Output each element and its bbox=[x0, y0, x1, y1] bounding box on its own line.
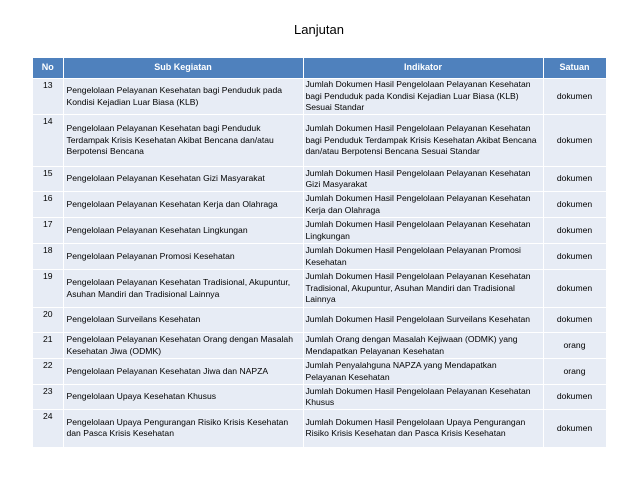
table-row bbox=[33, 167, 606, 192]
cell-indikator: Jumlah Orang dengan Masalah Kejiwaan (ODMK) yang Mendapatkan Pelayanan Kesehatan bbox=[303, 333, 543, 359]
cell-satuan: dokumen bbox=[543, 218, 606, 244]
cell-indikator: Jumlah Dokumen Hasil Pengelolaan Pelayanan Kesehatan Tradisional, Akupuntur, Asuhan Mandiri dan Tradisional Lainnya bbox=[303, 270, 543, 308]
column-header-sub-kegiatan: Sub Kegiatan bbox=[63, 58, 303, 79]
kegiatan-table bbox=[33, 58, 607, 447]
cell-satuan: dokumen bbox=[543, 167, 606, 192]
table-row bbox=[33, 410, 606, 447]
cell-no: 15 bbox=[33, 167, 63, 192]
cell-sub-kegiatan: Pengelolaan Pelayanan Kesehatan Orang dengan Masalah Kesehatan Jiwa (ODMK) bbox=[63, 333, 303, 359]
cell-no: 24 bbox=[33, 410, 63, 447]
cell-sub-kegiatan: Pengelolaan Surveilans Kesehatan bbox=[63, 308, 303, 333]
cell-sub-kegiatan: Pengelolaan Pelayanan Kesehatan bagi Penduduk Terdampak Krisis Kesehatan Akibat Bencana dan/atau Berpotensi Bencana bbox=[63, 115, 303, 167]
cell-sub-kegiatan: Pengelolaan Pelayanan Kesehatan Jiwa dan NAPZA bbox=[63, 359, 303, 385]
cell-satuan: dokumen bbox=[543, 410, 606, 447]
cell-no: 23 bbox=[33, 385, 63, 410]
cell-indikator: Jumlah Dokumen Hasil Pengelolaan Upaya Pengurangan Risiko Krisis Kesehatan dan Pasca Krisis Kesehatan bbox=[303, 410, 543, 447]
table-header-row bbox=[33, 58, 606, 79]
cell-no: 21 bbox=[33, 333, 63, 359]
cell-no: 17 bbox=[33, 218, 63, 244]
cell-satuan: dokumen bbox=[543, 79, 606, 115]
cell-sub-kegiatan: Pengelolaan Pelayanan Promosi Kesehatan bbox=[63, 244, 303, 270]
table-row bbox=[33, 385, 606, 410]
table-row bbox=[33, 308, 606, 333]
cell-sub-kegiatan: Pengelolaan Pelayanan Kesehatan Tradisional, Akupuntur, Asuhan Mandiri dan Tradisional Lainnya bbox=[63, 270, 303, 308]
cell-satuan: dokumen bbox=[543, 308, 606, 333]
cell-indikator: Jumlah Penyalahguna NAPZA yang Mendapatkan Pelayanan Kesehatan bbox=[303, 359, 543, 385]
cell-sub-kegiatan: Pengelolaan Upaya Pengurangan Risiko Krisis Kesehatan dan Pasca Krisis Kesehatan bbox=[63, 410, 303, 447]
cell-indikator: Jumlah Dokumen Hasil Pengelolaan Pelayanan Kesehatan Khusus bbox=[303, 385, 543, 410]
cell-sub-kegiatan: Pengelolaan Upaya Kesehatan Khusus bbox=[63, 385, 303, 410]
cell-satuan: dokumen bbox=[543, 385, 606, 410]
table-row bbox=[33, 333, 606, 359]
cell-indikator: Jumlah Dokumen Hasil Pengelolaan Pelayanan Kesehatan Lingkungan bbox=[303, 218, 543, 244]
table-row bbox=[33, 218, 606, 244]
cell-no: 20 bbox=[33, 308, 63, 333]
table-row bbox=[33, 244, 606, 270]
cell-sub-kegiatan: Pengelolaan Pelayanan Kesehatan Lingkungan bbox=[63, 218, 303, 244]
table-row bbox=[33, 359, 606, 385]
cell-sub-kegiatan: Pengelolaan Pelayanan Kesehatan Kerja dan Olahraga bbox=[63, 192, 303, 218]
cell-indikator: Jumlah Dokumen Hasil Pengelolaan Pelayanan Kesehatan bagi Penduduk pada Kondisi Kejadian Luar Biasa (KLB) Sesuai Standar bbox=[303, 79, 543, 115]
cell-sub-kegiatan: Pengelolaan Pelayanan Kesehatan bagi Penduduk pada Kondisi Kejadian Luar Biasa (KLB) bbox=[63, 79, 303, 115]
cell-indikator: Jumlah Dokumen Hasil Pengelolaan Pelayanan Kesehatan Gizi Masyarakat bbox=[303, 167, 543, 192]
table-row bbox=[33, 192, 606, 218]
cell-sub-kegiatan: Pengelolaan Pelayanan Kesehatan Gizi Masyarakat bbox=[63, 167, 303, 192]
cell-indikator: Jumlah Dokumen Hasil Pengelolaan Pelayanan Kesehatan bagi Penduduk Terdampak Krisis Kesehatan Akibat Bencana dan/atau Berpotensi Bencana Sesuai Standar bbox=[303, 115, 543, 167]
table-row bbox=[33, 79, 606, 115]
cell-no: 13 bbox=[33, 79, 63, 115]
cell-satuan: dokumen bbox=[543, 192, 606, 218]
column-header-indikator: Indikator bbox=[303, 58, 543, 79]
cell-no: 19 bbox=[33, 270, 63, 308]
table-row bbox=[33, 115, 606, 167]
cell-no: 16 bbox=[33, 192, 63, 218]
table-row bbox=[33, 270, 606, 308]
cell-no: 22 bbox=[33, 359, 63, 385]
cell-indikator: Jumlah Dokumen Hasil Pengelolaan Surveilans Kesehatan bbox=[303, 308, 543, 333]
cell-indikator: Jumlah Dokumen Hasil Pengelolaan Pelayanan Promosi Kesehatan bbox=[303, 244, 543, 270]
column-header-satuan: Satuan bbox=[543, 58, 606, 79]
cell-satuan: orang bbox=[543, 333, 606, 359]
cell-no: 18 bbox=[33, 244, 63, 270]
column-header-no: No bbox=[33, 58, 63, 79]
cell-no: 14 bbox=[33, 115, 63, 167]
page-title: Lanjutan bbox=[294, 22, 344, 37]
cell-satuan: dokumen bbox=[543, 244, 606, 270]
cell-indikator: Jumlah Dokumen Hasil Pengelolaan Pelayanan Kesehatan Kerja dan Olahraga bbox=[303, 192, 543, 218]
cell-satuan: dokumen bbox=[543, 115, 606, 167]
cell-satuan: orang bbox=[543, 359, 606, 385]
cell-satuan: dokumen bbox=[543, 270, 606, 308]
